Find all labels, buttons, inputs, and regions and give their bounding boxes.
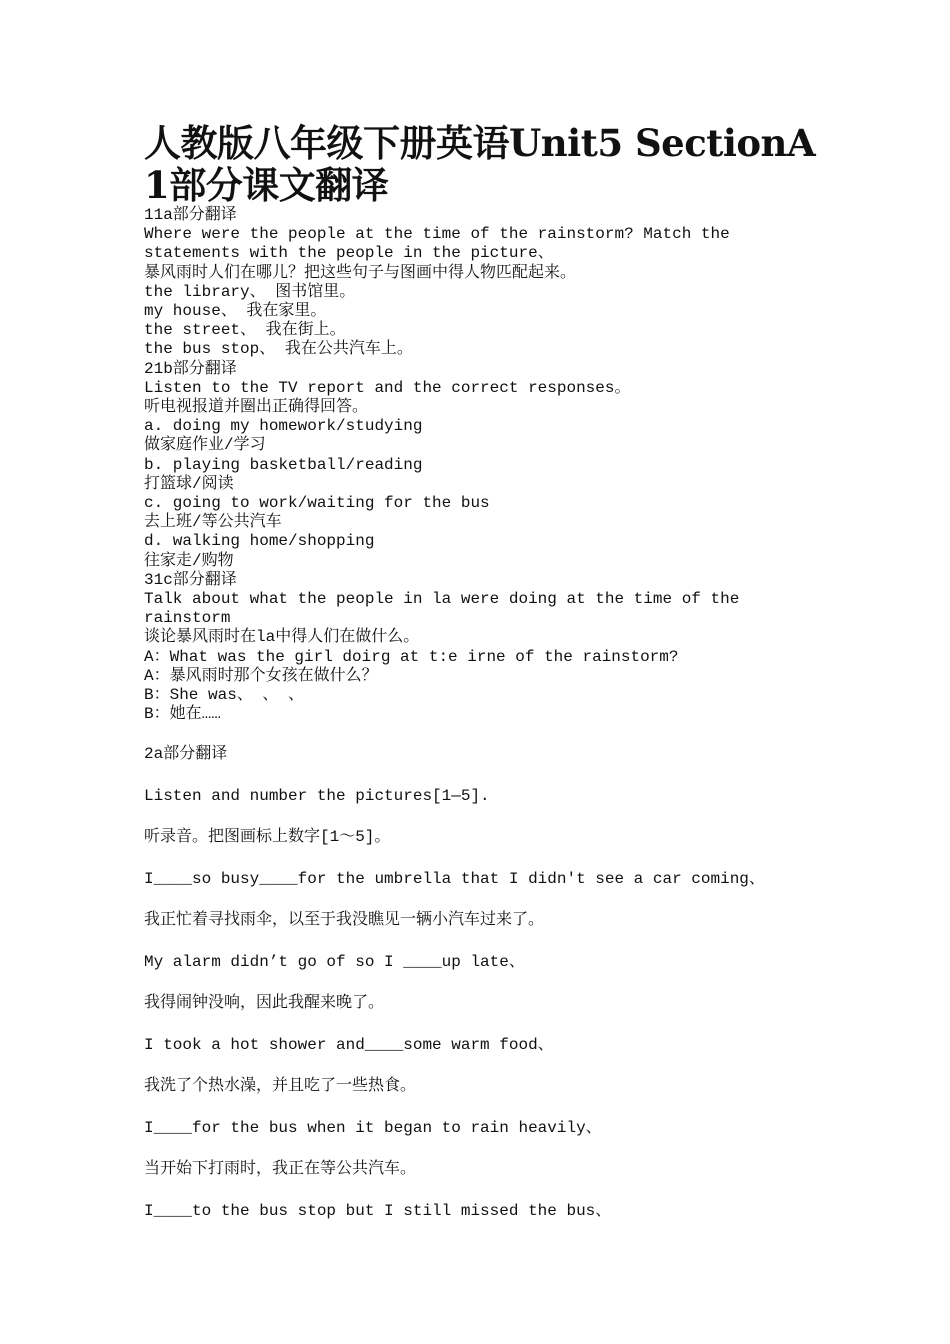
section-2a-text [144,745,824,1221]
text-line: I took a hot shower and____some warm food、 [144,1035,554,1054]
text-line: my house、 我在家里。 [144,302,327,321]
text-line: 我洗了个热水澡，并且吃了一些热食。 [144,1077,417,1096]
text-line: A：What was the girl doirg at t:e irne of the rainstorm? [144,647,679,666]
text-line: Talk about what the people in la were doing at the time of the rainstorm [144,590,749,628]
text-line: Where were the people at the time of the rainstorm? Match the statements with the people in the picture、 [144,225,740,263]
text-line: 暴风雨时人们在哪儿？把这些句子与图画中得人物匹配起来。 [144,263,577,282]
text-line: 去上班/等公共汽车 [144,513,282,532]
text-line: 往家走/购物 [144,551,234,570]
text-line: 听电视报道并圈出正确得回答。 [144,398,369,417]
section-heading: 31c部分翻译 [144,570,237,589]
section-heading: 11a部分翻译 [144,206,237,224]
text-line: Listen and number the pictures[1—5]. [144,786,490,805]
text-line: B：She was、 、 、 [144,686,305,705]
text-line: d. walking home/shopping [144,532,375,551]
text-line: I____for the bus when it began to rain heavily、 [144,1118,602,1137]
text-line: B：她在…… [144,705,221,724]
section-heading: 2a部分翻译 [144,745,228,764]
text-line: 做家庭作业/学习 [144,436,266,455]
document-title [144,122,824,206]
text-line: c. going to work/waiting for the bus [144,494,490,513]
text-line: 听录音。把图画标上数字[1～5]。 [144,828,391,847]
text-line: My alarm didn’t go of so I ____up late、 [144,952,525,971]
text-line: 我得闹钟没响，因此我醒来晚了。 [144,994,385,1013]
text-line: I____to the bus stop but I still missed the bus、 [144,1201,612,1220]
text-line: b. playing basketball/reading [144,455,423,474]
text-line: I____so busy____for the umbrella that I didn't see a car coming、 [144,869,765,888]
text-line: Listen to the TV report and the correct responses。 [144,378,631,397]
section-heading: 21b部分翻译 [144,359,237,378]
text-line: 打篮球/阅读 [144,474,234,493]
text-line: A：暴风雨时那个女孩在做什么？ [144,666,378,685]
text-line: a. doing my homework/studying [144,417,423,436]
text-line: 当开始下打雨时，我正在等公共汽车。 [144,1160,417,1179]
document-page [144,122,824,1243]
text-line: the street、 我在街上。 [144,321,346,340]
title-line: 人教版八年级下册英语Unit5 SectionA [144,121,816,165]
section-1-dense-text [144,206,824,724]
text-line: 谈论暴风雨时在la中得人们在做什么。 [144,628,420,647]
paragraph-gap [144,724,824,745]
text-line: 我正忙着寻找雨伞，以至于我没瞧见一辆小汽车过来了。 [144,911,545,930]
title-line: 1部分课文翻译 [144,163,389,207]
text-line: the library、 图书馆里。 [144,282,356,301]
text-line: the bus stop、 我在公共汽车上。 [144,340,413,359]
